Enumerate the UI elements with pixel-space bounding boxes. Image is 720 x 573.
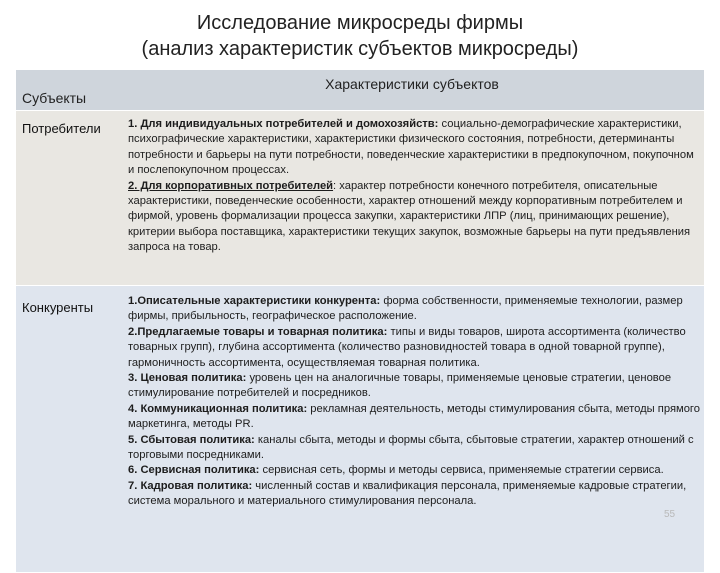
page-title [0,10,720,62]
characteristics-consumers [120,111,704,286]
competitors-item3-label: 3. Ценовая политика: [128,372,247,385]
competitors-item1-label: 1.Описательные характеристики конкурента: [128,295,381,307]
competitors-item6-label: 6. Сервисная политика: [128,464,260,477]
title-line-1: Исследование микросреды фирмы [196,12,524,34]
table-header-row [16,70,704,111]
characteristics-competitors [120,286,704,573]
consumers-item1-text: социально-демографические характеристики, психографические характеристики, характеристики физического состояния, потребности, детерминанты потребности и барьеры на пути потребности, поведенческие характеристики в предпокупочном, покупочном и послепокупочном процессах. [128,118,694,177]
competitors-item2-label: 2.Предлагаемые товары и товарная политика: [128,325,388,338]
consumers-item2-label: 2. Для корпоративных потребителей [128,179,334,192]
competitors-item6-text: сервисная сеть, формы и методы сервиса, применяемые стратегии сервиса. [259,464,664,477]
competitors-item5-text: каналы сбыта, методы и формы сбыта, сбытовые стратегии, характер отношений с торговыми посредниками. [128,433,694,462]
header-characteristics: Характеристики субъектов [120,70,704,111]
title-line-2: (анализ характеристик субъектов микросреды) [141,38,579,60]
competitors-item2-text: типы и виды товаров, широта ассортимента (количество товарных групп), глубина ассортимента (количество разновидностей товара в одной товарной группе), гармоничность ассортимента, осуществляемая товарная политика. [128,325,686,369]
competitors-item5-label: 5. Сбытовая политика: [128,433,255,446]
competitors-item3-text: уровень цен на аналогичные товары, применяемые ценовые стратегии, ценовое стимулирование потребителей и посредников. [128,372,672,400]
competitors-item1-text: форма собственности, применяемые технологии, размер фирмы, прибыльность, географическое расположение. [128,295,683,323]
competitors-item4-label: 4. Коммуникационная политика: [128,402,308,415]
competitors-item7-text: численный состав и квалификация персонала, применяемые кадровые стратегии, система морального и материального стимулирования персонала. [128,479,687,508]
consumers-item1-label: 1. Для индивидуальных потребителей и домохозяйств: [128,118,439,130]
competitors-item4-text: рекламная деятельность, методы стимулирования сбыта, методы прямого маркетинга, методы PR. [128,402,700,431]
competitors-item7-label: 7. Кадровая политика: [128,479,253,492]
subjects-table [16,70,704,573]
header-subjects: Субъекты [16,70,120,111]
page-number: 55 [664,509,676,520]
consumers-item2-text: : характер потребности конечного потребителя, описательные характеристики, поведенческие особенности, характер отношений между корпоративным потребителем и фирмой, уровень формализации процесса закупки, характеристики ЛПР (лиц, принимающих решение), критерии выбора поставщика, характеристики текущих закупок, возможные барьеры на пути предъявления запроса на товар. [128,179,691,254]
table-row-consumers [16,111,704,286]
subject-competitors: Конкуренты [16,286,120,573]
subject-consumers: Потребители [16,111,120,286]
table-row-competitors [16,286,704,573]
